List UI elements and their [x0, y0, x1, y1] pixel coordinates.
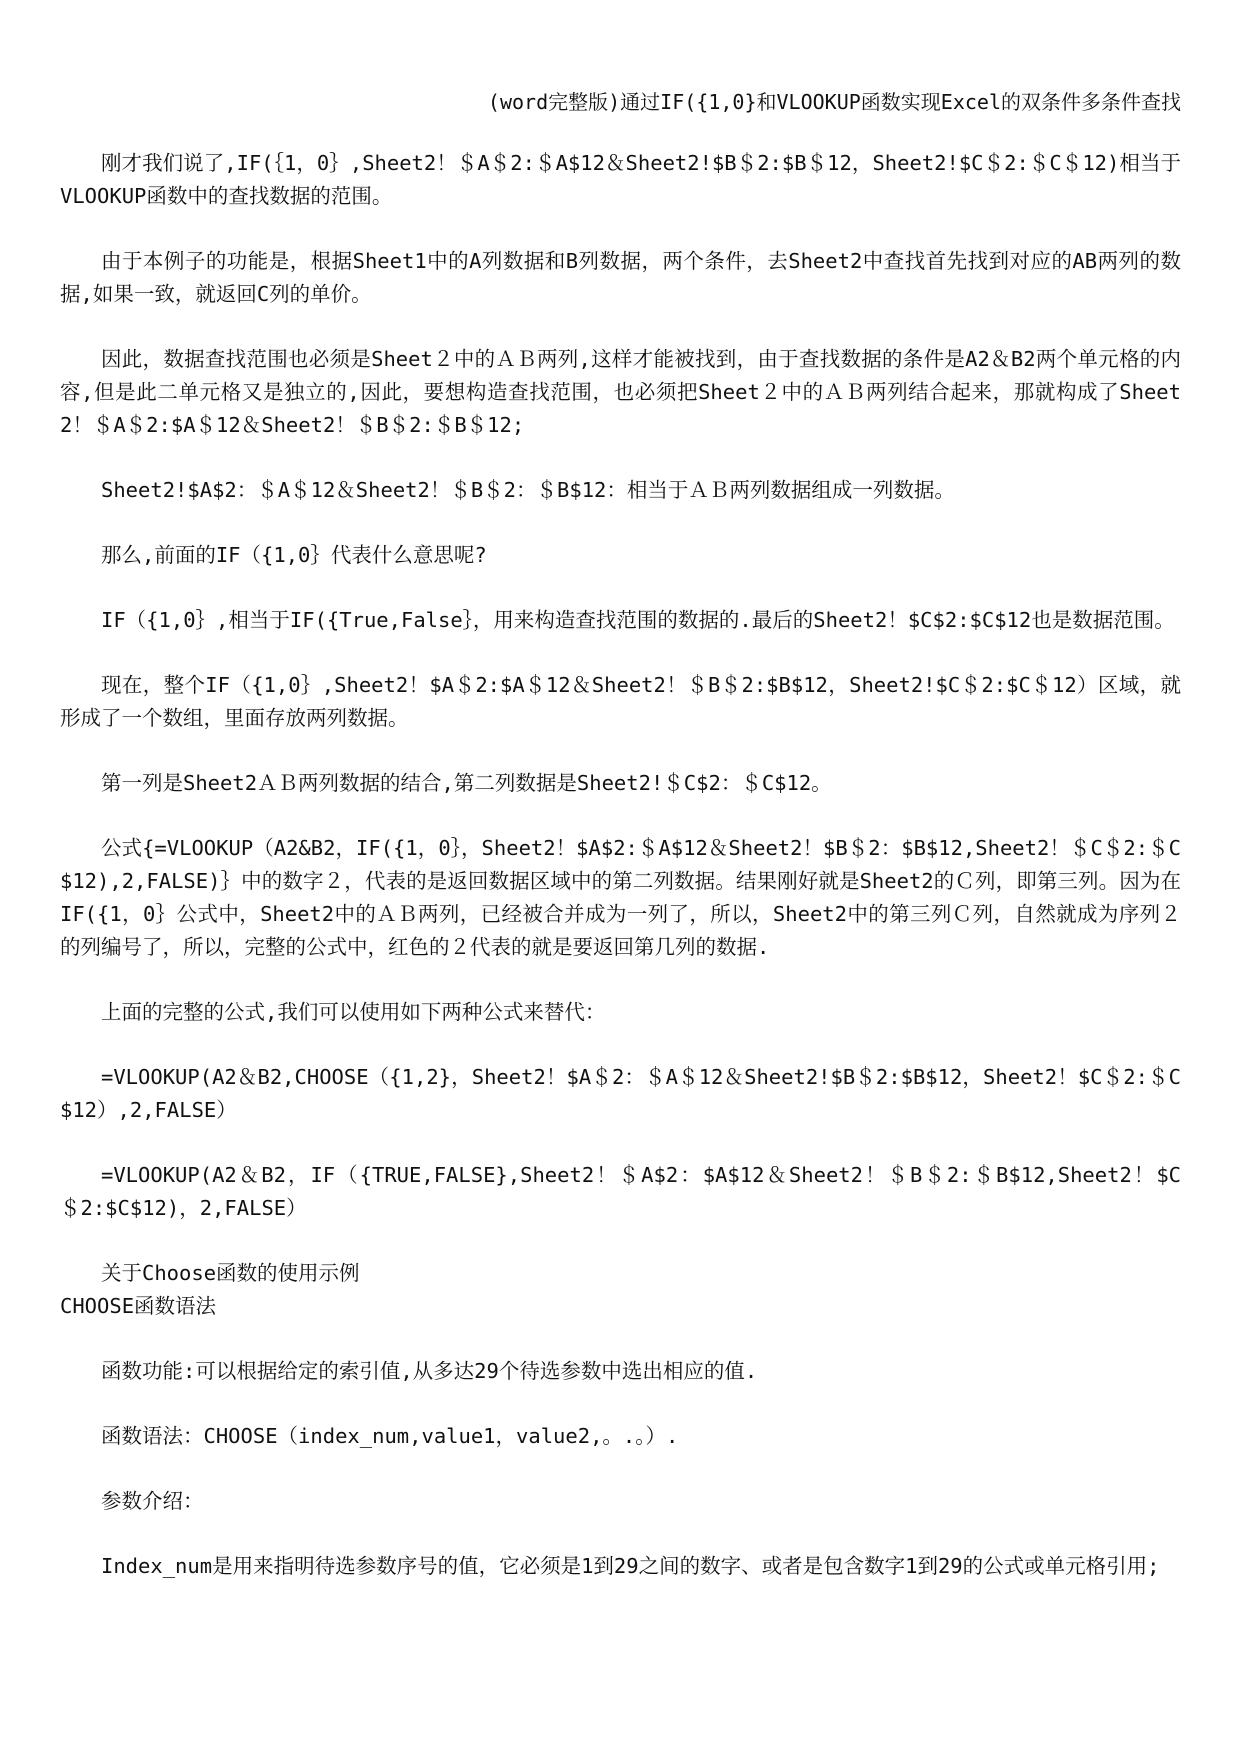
- paragraph-lookup-range: 刚才我们说了,IF(｛1，0｝,Sheet2！＄A＄2:＄A$12＆Sheet2!$B＄2:$B＄12，Sheet2!$C＄2:＄C＄12)相当于VLOOKUP函数中的查找数据的范围。: [60, 151, 1181, 208]
- paragraph-example-purpose: 由于本例子的功能是，根据Sheet1中的A列数据和B列数据，两个条件，去Sheet2中查找首先找到对应的AB两列的数据,如果一致，就返回C列的单价。: [60, 249, 1181, 306]
- paragraph-first-column: 第一列是Sheet2ＡＢ两列数据的结合,第二列数据是Sheet2!＄C$2：＄C$12。: [101, 771, 832, 795]
- paragraph-formula-explanation: 公式{=VLOOKUP（A2&B2，IF({1，0｝，Sheet2！$A$2:＄A$12＆Sheet2！$B＄2：$B$12,Sheet2！＄C＄2:＄C$12),2,FALSE)｝中的数字２，代表的是返回数据区域中的第二列数据。结果刚好就是Sheet2的Ｃ列，即第三列。因为在IF({1，0｝公式中，Sheet2中的ＡＢ两列，已经被合并成为一列了，所以，Sheet2中的第三列Ｃ列，自然就成为序列２的列编号了，所以，完整的公式中，红色的２代表的就是要返回第几列的数据.: [60, 836, 1181, 959]
- paragraph-choose-formula: =VLOOKUP(A2＆B2,CHOOSE（{1,2}，Sheet2！$A＄2：＄A＄12＆Sheet2!$B＄2:$B$12，Sheet2！$C＄2:＄C$12）,2,FALSE）: [60, 1065, 1181, 1122]
- paragraph-if-formula: =VLOOKUP(A2＆B2，IF（{TRUE,FALSE},Sheet2！＄A$2：$A$12＆Sheet2！＄B＄2:＄B$12,Sheet2！$C＄2:$C$12)，2,FALSE）: [60, 1163, 1181, 1220]
- paragraph-combined-columns: Sheet2!$A$2：＄A＄12＆Sheet2！＄B＄2：＄B$12：相当于ＡＢ两列数据组成一列数据。: [101, 478, 955, 502]
- choose-syntax: 函数语法：CHOOSE（index_num,value1，value2,。.。）.: [101, 1424, 679, 1448]
- choose-heading: CHOOSE函数语法: [60, 1294, 217, 1318]
- paragraph-alternatives-intro: 上面的完整的公式,我们可以使用如下两种公式来替代：: [101, 1000, 606, 1024]
- paragraph-search-range: 因此，数据查找范围也必须是Sheet２中的ＡＢ两列,这样才能被找到，由于查找数据的条件是A2＆B2两个单元格的内容,但是此二单元格又是独立的,因此，要想构造查找范围，也必须把Sheet２中的ＡＢ两列结合起来，那就构成了Sheet2！＄A＄2:$A＄12＆Sheet2！＄B＄2:＄B＄12;: [60, 347, 1181, 437]
- paragraph-if-meaning: IF（{1,0｝,相当于IF({True,False｝，用来构造查找范围的数据的.最后的Sheet2！$C$2:$C$12也是数据范围。: [101, 608, 1175, 632]
- choose-intro: 关于Choose函数的使用示例: [101, 1261, 360, 1285]
- page-header: (word完整版)通过IF({1,0}和VLOOKUP函数实现Excel的双条件多条件查找: [487, 90, 1181, 114]
- paragraph-if-question: 那么,前面的IF（{1,0｝代表什么意思呢?: [101, 543, 487, 567]
- document-body: [60, 147, 1181, 1615]
- choose-params-label: 参数介绍：: [101, 1489, 204, 1513]
- choose-index-num-desc: Index_num是用来指明待选参数序号的值，它必须是1到29之间的数字、或者是包含数字1到29的公式或单元格引用;: [101, 1554, 1160, 1578]
- paragraph-array-area: 现在，整个IF（{1,0｝,Sheet2！$A＄2:$A＄12＆Sheet2！＄B＄2:$B$12，Sheet2!$C＄2:$C＄12）区域，就形成了一个数组，里面存放两列数据。: [60, 673, 1181, 730]
- choose-function-desc: 函数功能:可以根据给定的索引值,从多达29个待选参数中选出相应的值.: [101, 1359, 758, 1383]
